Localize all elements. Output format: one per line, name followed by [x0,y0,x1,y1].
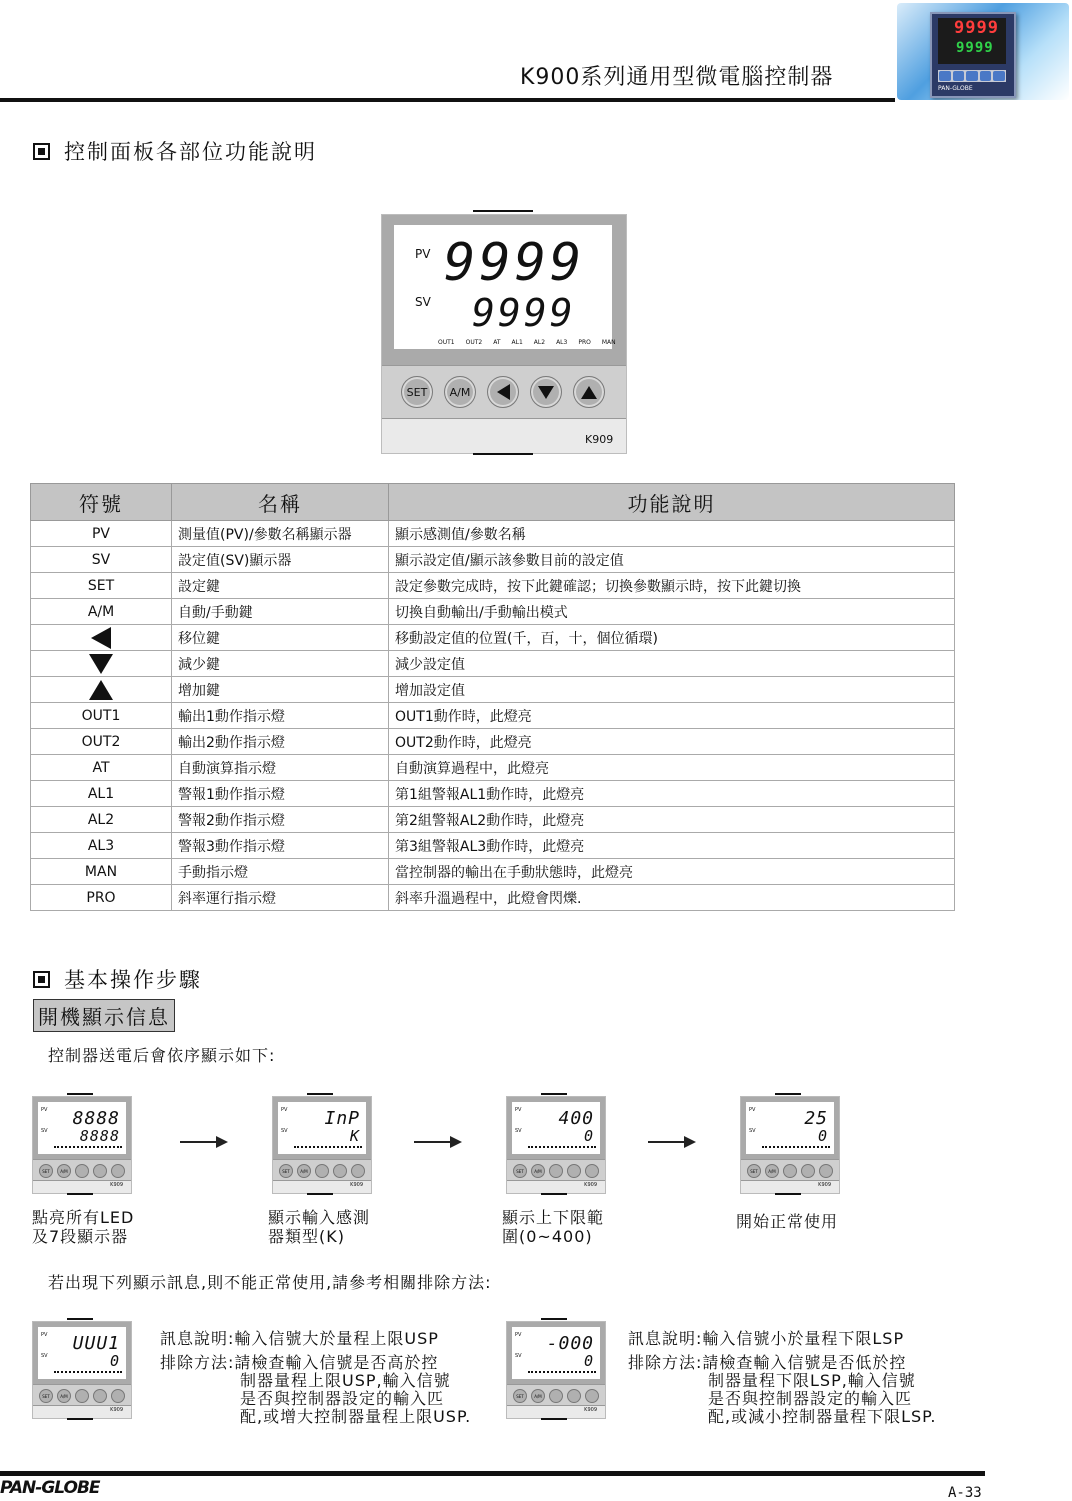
mini-keypad [507,1159,605,1181]
symbol-cell: OUT2 [31,729,172,755]
caption-line: 顯示上下限範 [502,1208,605,1227]
desc-cell: 設定參數完成時，按下此鍵確認；切換參數顯示時，按下此鍵切換 [389,573,955,599]
mini-left-key [549,1164,563,1178]
mini-pv-display: UUU1 [72,1333,120,1354]
mini-sv-display: 0 [583,1127,594,1145]
symbol-cell [31,625,172,651]
page-title: K900系列通用型微電腦控制器 [520,65,834,90]
led-al2: AL2 [533,339,546,346]
mini-controller [506,1321,606,1419]
error-fix-line: 是否與控制器設定的輸入匹 [708,1389,913,1408]
mini-sv-display: 8888 [79,1127,120,1145]
mini-up-key [819,1164,833,1178]
mini-keypad [273,1159,371,1181]
symbol-cell: AT [31,755,172,781]
desc-cell: 當控制器的輸出在手動狀態時，此燈亮 [389,859,955,885]
name-cell: 自動演算指示燈 [172,755,389,781]
desc-cell: 第2組警報AL2動作時，此燈亮 [389,807,955,833]
caption-line: 及7段顯示器 [32,1227,129,1246]
table-row [31,729,955,755]
boot-intro: 控制器送電后會依序顯示如下: [48,1046,276,1065]
led-out1: OUT1 [438,339,455,346]
mini-lcd [512,1327,600,1379]
desc-cell: 顯示感測值/參數名稱 [389,521,955,547]
page-number: A-33 [948,1485,982,1501]
mini-sv-label: SV [515,1353,522,1359]
mini-up-key [585,1389,599,1403]
mini-lcd [278,1102,366,1154]
arrow-right-icon [180,1141,226,1143]
mini-sv-label: SV [41,1128,48,1134]
name-cell: 增加鍵 [172,677,389,703]
table-row [31,833,955,859]
mini-am-key: A/M [297,1164,311,1178]
controller-photo [930,12,1016,98]
photo-sv-readout: 9999 [956,40,994,56]
mini-sv-label: SV [41,1353,48,1359]
error-fix-line: 是否與控制器設定的輸入匹 [240,1389,445,1408]
section-title: 基本操作步驟 [64,968,202,992]
mini-sv-display: 0 [109,1352,120,1370]
caption-line: 顯示輸入感測 [268,1208,371,1227]
desc-cell: 移動設定值的位置(千，百，十，個位循環) [389,625,955,651]
caption-line: 器類型(K) [268,1227,345,1246]
mini-pv-display: 400 [558,1108,594,1129]
mini-controller [740,1096,840,1194]
mini-model: K909 [350,1182,363,1188]
section-heading-operation [33,964,202,994]
boot-step-caption [268,1208,370,1246]
name-cell: 警報2動作指示燈 [172,807,389,833]
mini-lcd [38,1102,126,1154]
sv-display: 9999 [472,291,576,335]
error-explanation [160,1330,471,1426]
set-key[interactable]: SET [401,376,433,408]
boot-step-caption [736,1212,838,1231]
name-cell: 輸出1動作指示燈 [172,703,389,729]
led-out2: OUT2 [465,339,483,346]
table-row [31,755,955,781]
mini-up-key [351,1164,365,1178]
keypad [382,365,626,419]
desc-cell: 切換自動輸出/手動輸出模式 [389,599,955,625]
mini-set-key: SET [513,1164,527,1178]
footer-rule [0,1471,985,1476]
table-row [31,859,955,885]
desc-cell: 顯示設定值/顯示該參數目前的設定值 [389,547,955,573]
error-fix-line: 制器量程下限LSP,輸入信號 [708,1371,916,1390]
mini-led-row [528,1371,596,1373]
mini-sv-display: 0 [817,1127,828,1145]
table-row [31,781,955,807]
function-table [30,483,955,911]
mini-pv-display: 8888 [72,1108,120,1129]
table-row [31,677,955,703]
name-cell: 自動/手動鍵 [172,599,389,625]
symbol-cell: AL3 [31,833,172,859]
mini-sv-label: SV [515,1128,522,1134]
mini-controller [506,1096,606,1194]
mini-am-key: A/M [57,1164,71,1178]
mini-up-key [111,1164,125,1178]
name-cell: 移位鍵 [172,625,389,651]
error-fix-line: 排除方法:請檢查輸入信號是否高於控 [160,1353,439,1372]
mini-set-key: SET [39,1164,53,1178]
boot-step-caption [502,1208,604,1246]
desc-cell: 第1組警報AL1動作時，此燈亮 [389,781,955,807]
name-cell: 輸出2動作指示燈 [172,729,389,755]
desc-cell: 自動演算過程中，此燈亮 [389,755,955,781]
table-row [31,885,955,911]
mini-keypad [33,1384,131,1406]
mini-led-row [54,1371,122,1373]
mini-set-key: SET [513,1389,527,1403]
mini-lcd [38,1327,126,1379]
mini-pv-label: PV [281,1107,288,1113]
desc-cell: 第3組警報AL3動作時，此燈亮 [389,833,955,859]
sv-label: SV [415,295,431,309]
error-message: 訊息說明:輸入信號大於量程上限USP [160,1329,439,1348]
mini-left-key [75,1389,89,1403]
mini-am-key: A/M [531,1389,545,1403]
mini-controller [32,1096,132,1194]
mini-led-row [762,1146,830,1148]
desc-cell: 增加設定值 [389,677,955,703]
mini-pv-label: PV [41,1107,48,1113]
symbol-cell [31,651,172,677]
mini-left-key [75,1164,89,1178]
led-man: MAN [601,339,616,346]
desc-cell: OUT1動作時，此燈亮 [389,703,955,729]
mini-sv-label: SV [749,1128,756,1134]
name-cell: 手動指示燈 [172,859,389,885]
photo-pv-readout: 9999 [954,18,999,38]
mini-down-key [567,1389,581,1403]
desc-cell: 減少設定值 [389,651,955,677]
table-row [31,625,955,651]
shift-key[interactable] [487,376,519,408]
arrow-right-icon [414,1141,460,1143]
name-cell: 設定鍵 [172,573,389,599]
up-triangle-icon [581,386,597,399]
name-cell: 斜率運行指示燈 [172,885,389,911]
mini-left-key [549,1389,563,1403]
left-triangle-icon [497,384,510,400]
mini-down-key [801,1164,815,1178]
mini-model: K909 [584,1407,597,1413]
error-fix-line: 配,或減小控制器量程下限LSP. [708,1407,937,1426]
table-row [31,521,955,547]
symbol-cell: OUT1 [31,703,172,729]
name-cell: 警報3動作指示燈 [172,833,389,859]
mini-led-row [294,1146,362,1148]
mini-set-key: SET [747,1164,761,1178]
mini-down-key [93,1389,107,1403]
arrow-right-icon [648,1141,694,1143]
desc-cell: 斜率升溫過程中，此燈會閃爍. [389,885,955,911]
bullet-square-icon [33,971,50,988]
symbol-cell: A/M [31,599,172,625]
symbol-cell: SET [31,573,172,599]
symbol-cell: AL1 [31,781,172,807]
mini-am-key: A/M [57,1389,71,1403]
mini-up-key [111,1389,125,1403]
mini-model: K909 [110,1407,123,1413]
am-key[interactable]: A/M [444,376,476,408]
mini-up-key [585,1164,599,1178]
table-row [31,573,955,599]
mini-lcd [512,1102,600,1154]
header-rule [0,98,895,102]
mini-pv-display: -000 [546,1333,594,1354]
section-title: 控制面板各部位功能說明 [64,140,317,164]
mini-am-key: A/M [765,1164,779,1178]
name-cell: 設定值(SV)顯示器 [172,547,389,573]
mini-sv-display: 0 [583,1352,594,1370]
mini-pv-label: PV [41,1332,48,1338]
mini-led-row [528,1146,596,1148]
controller-diagram [381,214,627,454]
up-key[interactable] [573,376,605,408]
led-at: AT [493,339,501,346]
mini-pv-label: PV [515,1332,522,1338]
symbol-cell: AL2 [31,807,172,833]
up-triangle-icon [89,680,113,700]
mini-pv-display: 25 [804,1108,828,1129]
mini-model: K909 [818,1182,831,1188]
brand-logo: PAN-GLOBE [0,1478,100,1498]
caption-line: 點亮所有LED [32,1208,135,1227]
mini-down-key [567,1164,581,1178]
table-row [31,807,955,833]
mini-lcd [746,1102,834,1154]
led-al3: AL3 [556,339,568,346]
mini-led-row [54,1146,122,1148]
name-cell: 測量值(PV)/參數名稱顯示器 [172,521,389,547]
mini-set-key: SET [39,1389,53,1403]
caption-line: 圍(0~400) [502,1227,593,1246]
model-label: K909 [585,433,614,446]
error-intro: 若出現下列顯示訊息,則不能正常使用,請參考相關排除方法: [48,1273,492,1292]
mini-left-key [315,1164,329,1178]
caption-line: 開始正常使用 [736,1212,839,1231]
symbol-cell: SV [31,547,172,573]
mini-keypad [507,1384,605,1406]
table-row [31,651,955,677]
table-header-name: 名稱 [172,484,389,521]
mini-set-key: SET [279,1164,293,1178]
section-heading-panel [33,136,317,166]
mini-left-key [783,1164,797,1178]
error-fix-line: 配,或增大控制器量程上限USP. [240,1407,472,1426]
mini-controller [32,1321,132,1419]
led-pro: PRO [578,339,591,346]
table-row [31,599,955,625]
symbol-cell: MAN [31,859,172,885]
table-row [31,703,955,729]
left-triangle-icon [91,627,111,649]
mini-controller [272,1096,372,1194]
table-header-desc: 功能說明 [389,484,955,521]
down-triangle-icon [89,654,113,674]
mini-model: K909 [584,1182,597,1188]
table-row [31,547,955,573]
boot-subheading: 開機顯示信息 [33,999,175,1032]
error-fix-line: 排除方法:請檢查輸入信號是否低於控 [628,1353,907,1372]
error-fix-line: 制器量程上限USP,輸入信號 [240,1371,451,1390]
error-explanation [628,1330,936,1426]
pv-display: 9999 [444,233,586,293]
mini-pv-label: PV [749,1107,756,1113]
mini-pv-display: InP [324,1108,360,1129]
desc-cell: OUT2動作時，此燈亮 [389,729,955,755]
lcd-display [394,225,616,349]
mini-sv-label: SV [281,1128,288,1134]
name-cell: 警報1動作指示燈 [172,781,389,807]
product-photo [897,3,1069,100]
symbol-cell: PV [31,521,172,547]
photo-brand: PAN-GLOBE [938,85,973,92]
name-cell: 減少鍵 [172,651,389,677]
bullet-square-icon [33,143,50,160]
mini-model: K909 [110,1182,123,1188]
table-header-symbol: 符號 [31,484,172,521]
pv-label: PV [415,247,431,261]
mini-keypad [741,1159,839,1181]
mini-pv-label: PV [515,1107,522,1113]
error-message: 訊息說明:輸入信號小於量程下限LSP [628,1329,905,1348]
symbol-cell [31,677,172,703]
mini-down-key [93,1164,107,1178]
led-al1: AL1 [511,339,523,346]
down-triangle-icon [538,386,554,399]
mini-keypad [33,1159,131,1181]
boot-step-caption [32,1208,134,1246]
mini-sv-display: K [349,1127,360,1145]
mini-down-key [333,1164,347,1178]
symbol-cell: PRO [31,885,172,911]
down-key[interactable] [530,376,562,408]
mini-am-key: A/M [531,1164,545,1178]
led-indicator-row [438,339,616,346]
